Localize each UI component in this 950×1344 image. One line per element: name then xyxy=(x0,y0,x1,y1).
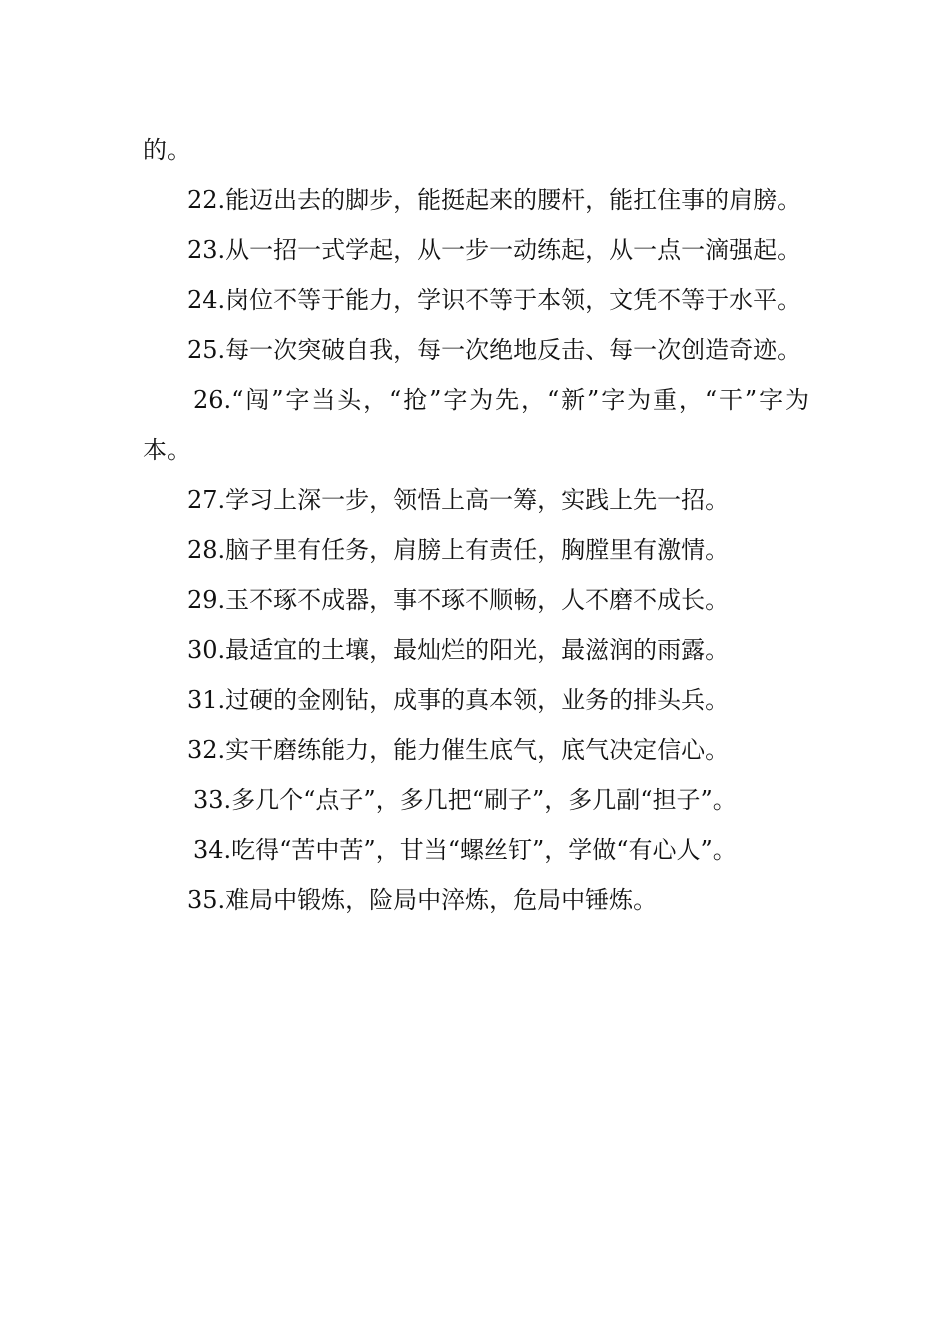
paragraph-35: 35.难局中锻炼，险局中淬炼，危局中锤炼。 xyxy=(187,886,658,914)
paragraph-34: 34.吃得“苦中苦”，甘当“螺丝钉”，学做“有心人”。 xyxy=(193,836,737,864)
paragraph-25: 25.每一次突破自我，每一次绝地反击、每一次创造奇迹。 xyxy=(187,336,802,364)
paragraph-32: 32.实干磨练能力，能力催生底气，底气决定信心。 xyxy=(187,736,730,764)
paragraph-30: 30.最适宜的土壤，最灿烂的阳光，最滋润的雨露。 xyxy=(187,636,730,664)
paragraph-continuation: 的。 xyxy=(143,136,191,164)
paragraph-29: 29.玉不琢不成器，事不琢不顺畅，人不磨不成长。 xyxy=(187,586,730,614)
paragraph-24: 24.岗位不等于能力，学识不等于本领，文凭不等于水平。 xyxy=(187,286,802,314)
paragraph-28: 28.脑子里有任务，肩膀上有责任，胸膛里有激情。 xyxy=(187,536,730,564)
paragraph-31: 31.过硬的金刚钻，成事的真本领，业务的排头兵。 xyxy=(187,686,730,714)
document-body xyxy=(143,125,809,925)
paragraph-23: 23.从一招一式学起，从一步一动练起，从一点一滴强起。 xyxy=(187,236,802,264)
paragraph-22: 22.能迈出去的脚步，能挺起来的腰杆，能扛住事的肩膀。 xyxy=(187,186,802,214)
paragraph-27: 27.学习上深一步，领悟上高一筹，实践上先一招。 xyxy=(187,486,730,514)
paragraph-26: 26.“闯”字当头，“抢”字为先，“新”字为重，“干”字为本。 xyxy=(143,386,809,464)
paragraph-33: 33.多几个“点子”，多几把“刷子”，多几副“担子”。 xyxy=(193,786,737,814)
